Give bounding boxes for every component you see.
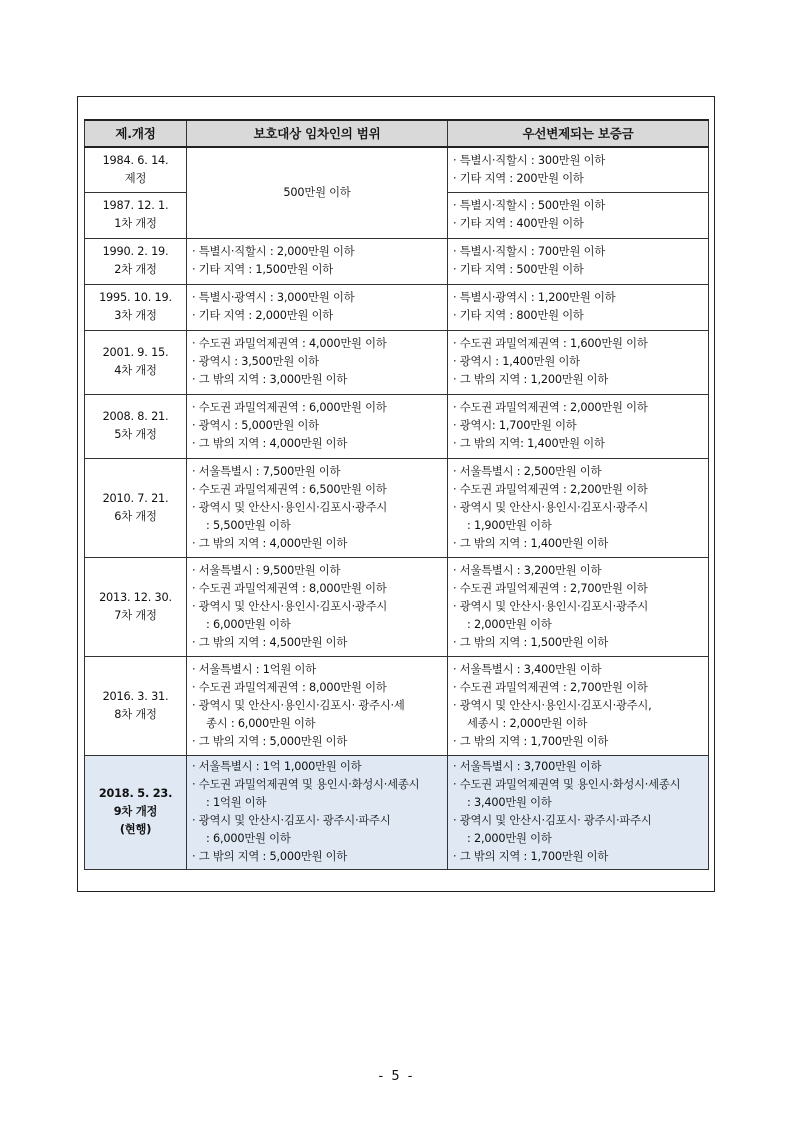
repay-cell: · 특별시·광역시 : 1,200만원 이하 · 기타 지역 : 800만원 이하 bbox=[448, 284, 709, 330]
repay-cell: · 특별시·직할시 : 700만원 이하 · 기타 지역 : 500만원 이하 bbox=[448, 238, 709, 284]
repay-cell: · 서울특별시 : 3,400만원 이하 · 수도권 과밀억제권역 : 2,700만원 이하 · 광역시 및 안산시·용인시·김포시·광주시, 세종시 : 2,000만원 이하 · 그 밖의 지역 : 1,700만원 이하 bbox=[448, 656, 709, 755]
protect-cell: · 특별시·광역시 : 3,000만원 이하 · 기타 지역 : 2,000만원 이하 bbox=[187, 284, 448, 330]
revision-cell: 2013. 12. 30. 7차 개정 bbox=[85, 557, 187, 656]
header-row bbox=[85, 120, 709, 147]
repay-cell: · 서울특별시 : 3,700만원 이하 · 수도권 과밀억제권역 및 용인시·화성시·세종시 : 3,400만원 이하 · 광역시 및 안산시·김포시· 광주시·파주시 : 2,000만원 이하 · 그 밖의 지역 : 1,700만원 이하 bbox=[448, 755, 709, 869]
table-row bbox=[85, 458, 709, 557]
protect-cell: · 서울특별시 : 1억원 이하 · 수도권 과밀억제권역 : 8,000만원 이하 · 광역시 및 안산시·용인시·김포시· 광주시·세 종시 : 6,000만원 이하 · 그 밖의 지역 : 5,000만원 이하 bbox=[187, 656, 448, 755]
header-priority-deposit: 우선변제되는 보증금 bbox=[448, 120, 709, 147]
protect-cell: · 수도권 과밀억제권역 : 6,000만원 이하 · 광역시 : 5,000만원 이하 · 그 밖의 지역 : 4,000만원 이하 bbox=[187, 394, 448, 458]
table-row-current bbox=[85, 755, 709, 869]
repay-cell: · 특별시·직할시 : 500만원 이하 · 기타 지역 : 400만원 이하 bbox=[448, 192, 709, 238]
table-row bbox=[85, 147, 709, 192]
table-row bbox=[85, 557, 709, 656]
table-row bbox=[85, 394, 709, 458]
revision-cell: 1984. 6. 14. 제정 bbox=[85, 147, 187, 192]
table-row bbox=[85, 330, 709, 394]
table-row bbox=[85, 656, 709, 755]
revision-cell: 1990. 2. 19. 2차 개정 bbox=[85, 238, 187, 284]
repay-cell: · 서울특별시 : 3,200만원 이하 · 수도권 과밀억제권역 : 2,700만원 이하 · 광역시 및 안산시·용인시·김포시·광주시 : 2,000만원 이하 · 그 밖의 지역 : 1,500만원 이하 bbox=[448, 557, 709, 656]
protect-cell: · 서울특별시 : 1억 1,000만원 이하 · 수도권 과밀억제권역 및 용인시·화성시·세종시 : 1억원 이하 · 광역시 및 안산시·김포시· 광주시·파주시 : 6,000만원 이하 · 그 밖의 지역 : 5,000만원 이하 bbox=[187, 755, 448, 869]
repay-cell: · 수도권 과밀억제권역 : 1,600만원 이하 · 광역시 : 1,400만원 이하 · 그 밖의 지역 : 1,200만원 이하 bbox=[448, 330, 709, 394]
protect-cell: · 특별시·직할시 : 2,000만원 이하 · 기타 지역 : 1,500만원 이하 bbox=[187, 238, 448, 284]
revision-cell: 2016. 3. 31. 8차 개정 bbox=[85, 656, 187, 755]
repay-cell: · 서울특별시 : 2,500만원 이하 · 수도권 과밀억제권역 : 2,200만원 이하 · 광역시 및 안산시·용인시·김포시·광주시 : 1,900만원 이하 · 그 밖의 지역 : 1,400만원 이하 bbox=[448, 458, 709, 557]
protect-cell: · 서울특별시 : 9,500만원 이하 · 수도권 과밀억제권역 : 8,000만원 이하 · 광역시 및 안산시·용인시·김포시·광주시 : 6,000만원 이하 · 그 밖의 지역 : 4,500만원 이하 bbox=[187, 557, 448, 656]
revision-cell: 2001. 9. 15. 4차 개정 bbox=[85, 330, 187, 394]
protect-cell: · 서울특별시 : 7,500만원 이하 · 수도권 과밀억제권역 : 6,500만원 이하 · 광역시 및 안산시·용인시·김포시·광주시 : 5,500만원 이하 · 그 밖의 지역 : 4,000만원 이하 bbox=[187, 458, 448, 557]
table-row bbox=[85, 284, 709, 330]
protect-cell: · 수도권 과밀억제권역 : 4,000만원 이하 · 광역시 : 3,500만원 이하 · 그 밖의 지역 : 3,000만원 이하 bbox=[187, 330, 448, 394]
revision-cell: 2018. 5. 23. 9차 개정 (현행) bbox=[85, 755, 187, 869]
header-revision: 제.개정 bbox=[85, 120, 187, 147]
page-number: - 5 - bbox=[378, 1069, 415, 1084]
revision-cell: 2010. 7. 21. 6차 개정 bbox=[85, 458, 187, 557]
rent-protection-table bbox=[84, 119, 709, 870]
table-row bbox=[85, 238, 709, 284]
header-protected-tenant-range: 보호대상 임차인의 범위 bbox=[187, 120, 448, 147]
revision-cell: 2008. 8. 21. 5차 개정 bbox=[85, 394, 187, 458]
repay-cell: · 특별시·직할시 : 300만원 이하 · 기타 지역 : 200만원 이하 bbox=[448, 147, 709, 192]
revision-cell: 1987. 12. 1. 1차 개정 bbox=[85, 192, 187, 238]
repay-cell: · 수도권 과밀억제권역 : 2,000만원 이하 · 광역시: 1,700만원 이하 · 그 밖의 지역: 1,400만원 이하 bbox=[448, 394, 709, 458]
protect-cell: 500만원 이하 bbox=[187, 147, 448, 238]
revision-cell: 1995. 10. 19. 3차 개정 bbox=[85, 284, 187, 330]
current-status-label: (현행) bbox=[119, 823, 152, 836]
